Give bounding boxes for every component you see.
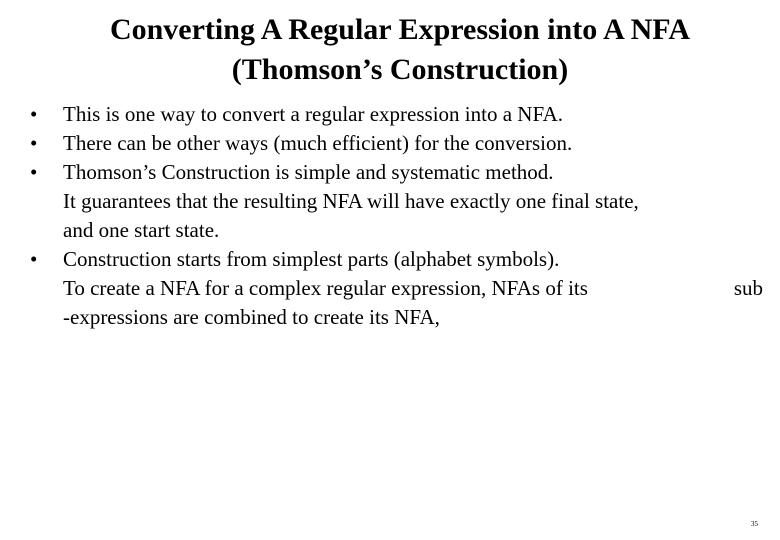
page-number: 35 (751, 520, 758, 528)
bullet-item (30, 245, 770, 332)
bullet-dot-icon: • (30, 247, 38, 271)
bullet-dot-icon: • (30, 131, 38, 155)
bullet-text-continuation: -expressions are combined to create its NFA, (63, 305, 440, 329)
bullet-text-fragment: To create a NFA for a complex regular expression, NFAs of its (63, 276, 588, 300)
bullet-dot-icon: • (30, 102, 38, 126)
bullet-text-fragment: sub (733, 276, 763, 300)
slide-title (40, 10, 760, 90)
bullet-text-continuation: It guarantees that the resulting NFA will have exactly one final state, (63, 189, 639, 213)
bullet-item (30, 129, 770, 158)
bullet-text: Thomson’s Construction is simple and systematic method. (63, 160, 554, 184)
bullet-list (30, 100, 770, 332)
slide-title-line-1: Converting A Regular Expression into A NFA (109, 13, 691, 46)
bullet-item (30, 158, 770, 245)
bullet-dot-icon: • (30, 160, 38, 184)
slide-title-line-2: (Thomson’s Construction) (231, 53, 569, 86)
bullet-text: This is one way to convert a regular expression into a NFA. (63, 102, 563, 126)
bullet-item (30, 100, 770, 129)
bullet-text-continuation (63, 274, 763, 303)
bullet-text: There can be other ways (much efficient) for the conversion. (63, 131, 573, 155)
bullet-text: Construction starts from simplest parts (alphabet symbols). (63, 247, 560, 271)
bullet-text-continuation: and one start state. (63, 218, 220, 242)
